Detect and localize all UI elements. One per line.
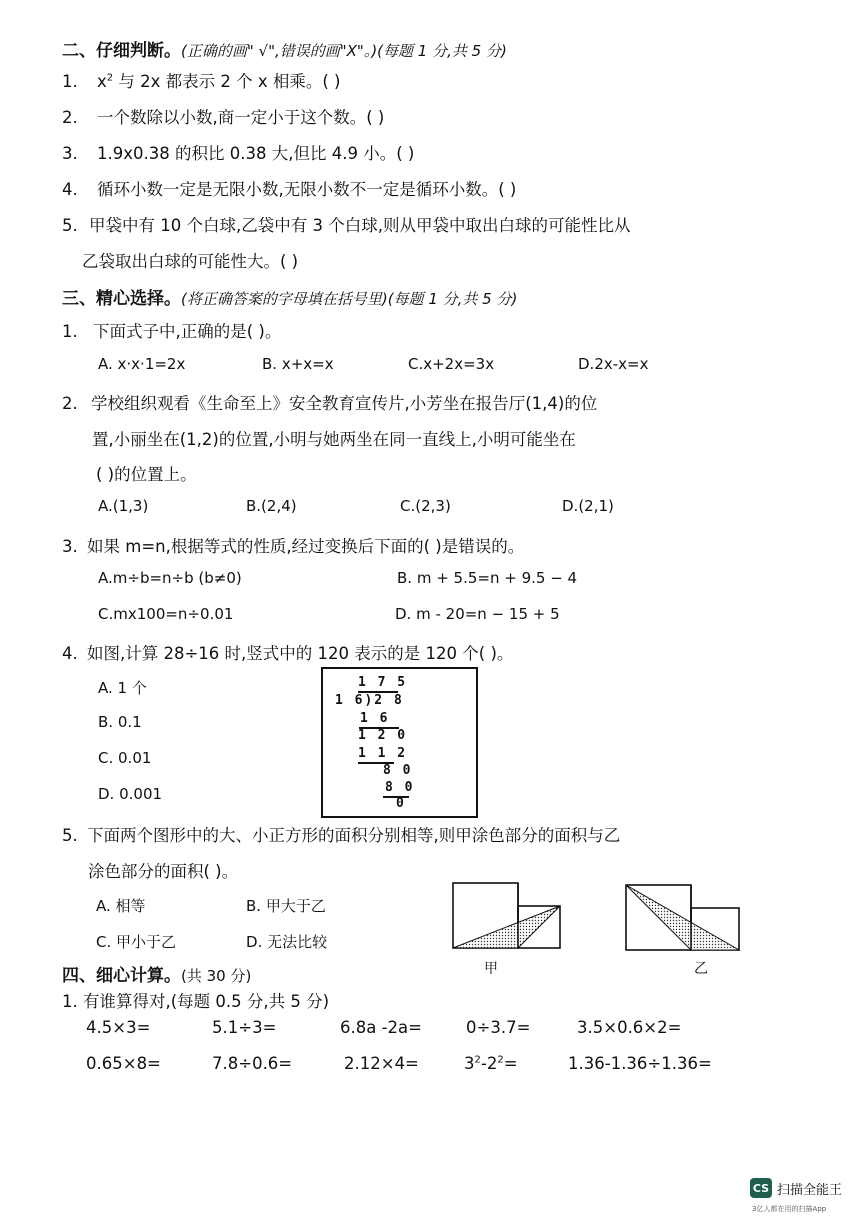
section4-sub1: 1. 有谁算得对,(每题 0.5 分,共 5 分) [62, 992, 330, 1011]
division-step-5: 8 0 [385, 780, 415, 795]
q-number: 2. [62, 394, 78, 413]
q-text: 如果 m=n,根据等式的性质,经过变换后下面的( )是错误的。 [87, 537, 525, 556]
s2-q5 [62, 212, 630, 236]
watermark-name: 扫描全能王 [777, 1182, 843, 1198]
calc-r2-c4 [464, 1054, 518, 1073]
s3-q5-opt-a: A. 相等 [96, 897, 146, 915]
q-text: 循环小数一定是无限小数,无限小数不一定是循环小数。( ) [97, 180, 517, 199]
s2-q1 [62, 68, 341, 92]
s2-q4 [62, 176, 516, 200]
s3-q4-opt-c: C. 0.01 [98, 749, 152, 767]
cs-logo-icon: CS [750, 1178, 772, 1198]
s3-q2-opt-c: C.(2,3) [400, 497, 451, 515]
section2-title: 二、仔细判断。 [62, 41, 181, 61]
s3-q4 [62, 640, 513, 664]
section4-title: 四、细心计算。 [62, 966, 181, 986]
section3-note: (将正确答案的字母填在括号里)(每题 1 分,共 5 分) [181, 290, 518, 308]
calc-r1-c4: 0÷3.7= [466, 1018, 531, 1037]
s2-q2 [62, 104, 384, 128]
q-text: 与 2x 都表示 2 个 x 相乘。( ) [113, 72, 341, 91]
s3-q1-opt-d: D.2x-x=x [578, 355, 649, 373]
calc-r1-c5: 3.5×0.6×2= [577, 1018, 682, 1037]
division-remainder: 0 [396, 796, 406, 811]
calc-r2-c1: 0.65×8= [86, 1054, 161, 1073]
division-step-4: 8 0 [383, 763, 413, 778]
s3-q2-line3: ( )的位置上。 [96, 465, 197, 484]
q-number: 5. [62, 826, 78, 845]
q-text: 1.9x0.38 的积比 0.38 大,但比 4.9 小。( ) [97, 144, 415, 163]
q-text: 如图,计算 28÷16 时,竖式中的 120 表示的是 120 个( )。 [87, 644, 514, 663]
calc-r1-c1: 4.5×3= [86, 1018, 151, 1037]
s3-q4-opt-d: D. 0.001 [98, 785, 163, 803]
section4-heading [62, 961, 251, 986]
section3-heading [62, 284, 517, 309]
q-number: 3. [62, 144, 78, 163]
q-text: 一个数除以小数,商一定小于这个数。( ) [97, 108, 385, 127]
s3-q5 [62, 822, 620, 846]
q-text: 学校组织观看《生命至上》安全教育宣传片,小芳坐在报告厅(1,4)的位 [91, 394, 598, 413]
section4-note: (共 30 分) [181, 967, 252, 985]
s3-q3-opt-a: A.m÷b=n÷b (b≠0) [98, 569, 242, 587]
q-number: 4. [62, 644, 78, 663]
s3-q1-opt-b: B. x+x=x [262, 355, 334, 373]
s3-q2-opt-d: D.(2,1) [562, 497, 614, 515]
figure-label-yi: 乙 [694, 961, 708, 977]
s3-q1-opt-a: A. x·x·1=2x [98, 355, 186, 373]
calc-r2-c2: 7.8÷0.6= [212, 1054, 293, 1073]
s3-q5-opt-b: B. 甲大于乙 [246, 897, 326, 915]
s2-q5-line2: 乙袋取出白球的可能性大。( ) [82, 252, 299, 271]
s3-q5-opt-d: D. 无法比较 [246, 933, 328, 951]
division-divisor-dividend: 1 6)2 8 [335, 693, 404, 708]
watermark-sub: 3亿人都在用的扫描App [752, 1205, 827, 1213]
q-number: 4. [62, 180, 78, 199]
q-text: 下面式子中,正确的是( )。 [93, 322, 282, 341]
pow-base: -2 [480, 1054, 498, 1073]
calc-r2-c5: 1.36-1.36÷1.36= [568, 1054, 712, 1073]
superscript: 2 [106, 72, 114, 84]
s3-q5-opt-c: C. 甲小于乙 [96, 933, 177, 951]
pow-base: 3 [464, 1054, 475, 1073]
q-number: 1. [62, 72, 78, 91]
scanner-watermark [750, 1178, 842, 1198]
s3-q3-opt-d: D. m - 20=n − 15 + 5 [395, 605, 560, 623]
division-quotient: 1 7 5 [358, 675, 408, 690]
q-text: x [97, 72, 107, 91]
q-number: 1. [62, 322, 78, 341]
calc-r1-c2: 5.1÷3= [212, 1018, 277, 1037]
s3-q2-opt-a: A.(1,3) [98, 497, 149, 515]
division-step-2: 1 2 0 [358, 728, 408, 743]
section3-title: 三、精心选择。 [62, 289, 181, 309]
s3-q1 [62, 318, 281, 342]
s3-q3-opt-c: C.mx100=n÷0.01 [98, 605, 234, 623]
calc-r2-c3: 2.12×4= [344, 1054, 419, 1073]
figure-yi [626, 885, 739, 950]
division-step-1: 1 6 [360, 711, 390, 726]
s3-q4-opt-b: B. 0.1 [98, 713, 142, 731]
pow-exp: 2 [497, 1054, 504, 1066]
q-number: 5. [62, 216, 78, 235]
q-number: 3. [62, 537, 78, 556]
s3-q5-line2: 涂色部分的面积( )。 [88, 862, 239, 881]
section2-note: (正确的画" √",错误的画"X"。)(每题 1 分,共 5 分) [181, 42, 507, 60]
figure-jia [453, 883, 560, 948]
pow-tail: = [503, 1054, 518, 1073]
s3-q2 [62, 390, 597, 414]
q-text: 甲袋中有 10 个白球,乙袋中有 3 个白球,则从甲袋中取出白球的可能性比从 [89, 216, 631, 235]
q-number: 2. [62, 108, 78, 127]
s3-q2-line2: 置,小丽坐在(1,2)的位置,小明与她两坐在同一直线上,小明可能坐在 [92, 430, 576, 449]
section2-heading [62, 36, 507, 61]
s2-q3 [62, 140, 414, 164]
s3-q3 [62, 533, 524, 557]
figure-label-jia: 甲 [484, 961, 498, 977]
calc-r1-c3: 6.8a -2a= [340, 1018, 422, 1037]
long-division-figure [321, 667, 478, 818]
pow-exp: 2 [474, 1054, 481, 1066]
s3-q2-opt-b: B.(2,4) [246, 497, 297, 515]
division-step-3: 1 1 2 [358, 746, 408, 761]
s3-q1-opt-c: C.x+2x=3x [408, 355, 495, 373]
q-text: 下面两个图形中的大、小正方形的面积分别相等,则甲涂色部分的面积与乙 [87, 826, 621, 845]
s3-q3-opt-b: B. m + 5.5=n + 9.5 − 4 [397, 569, 578, 587]
s3-q4-opt-a: A. 1 个 [98, 679, 147, 697]
